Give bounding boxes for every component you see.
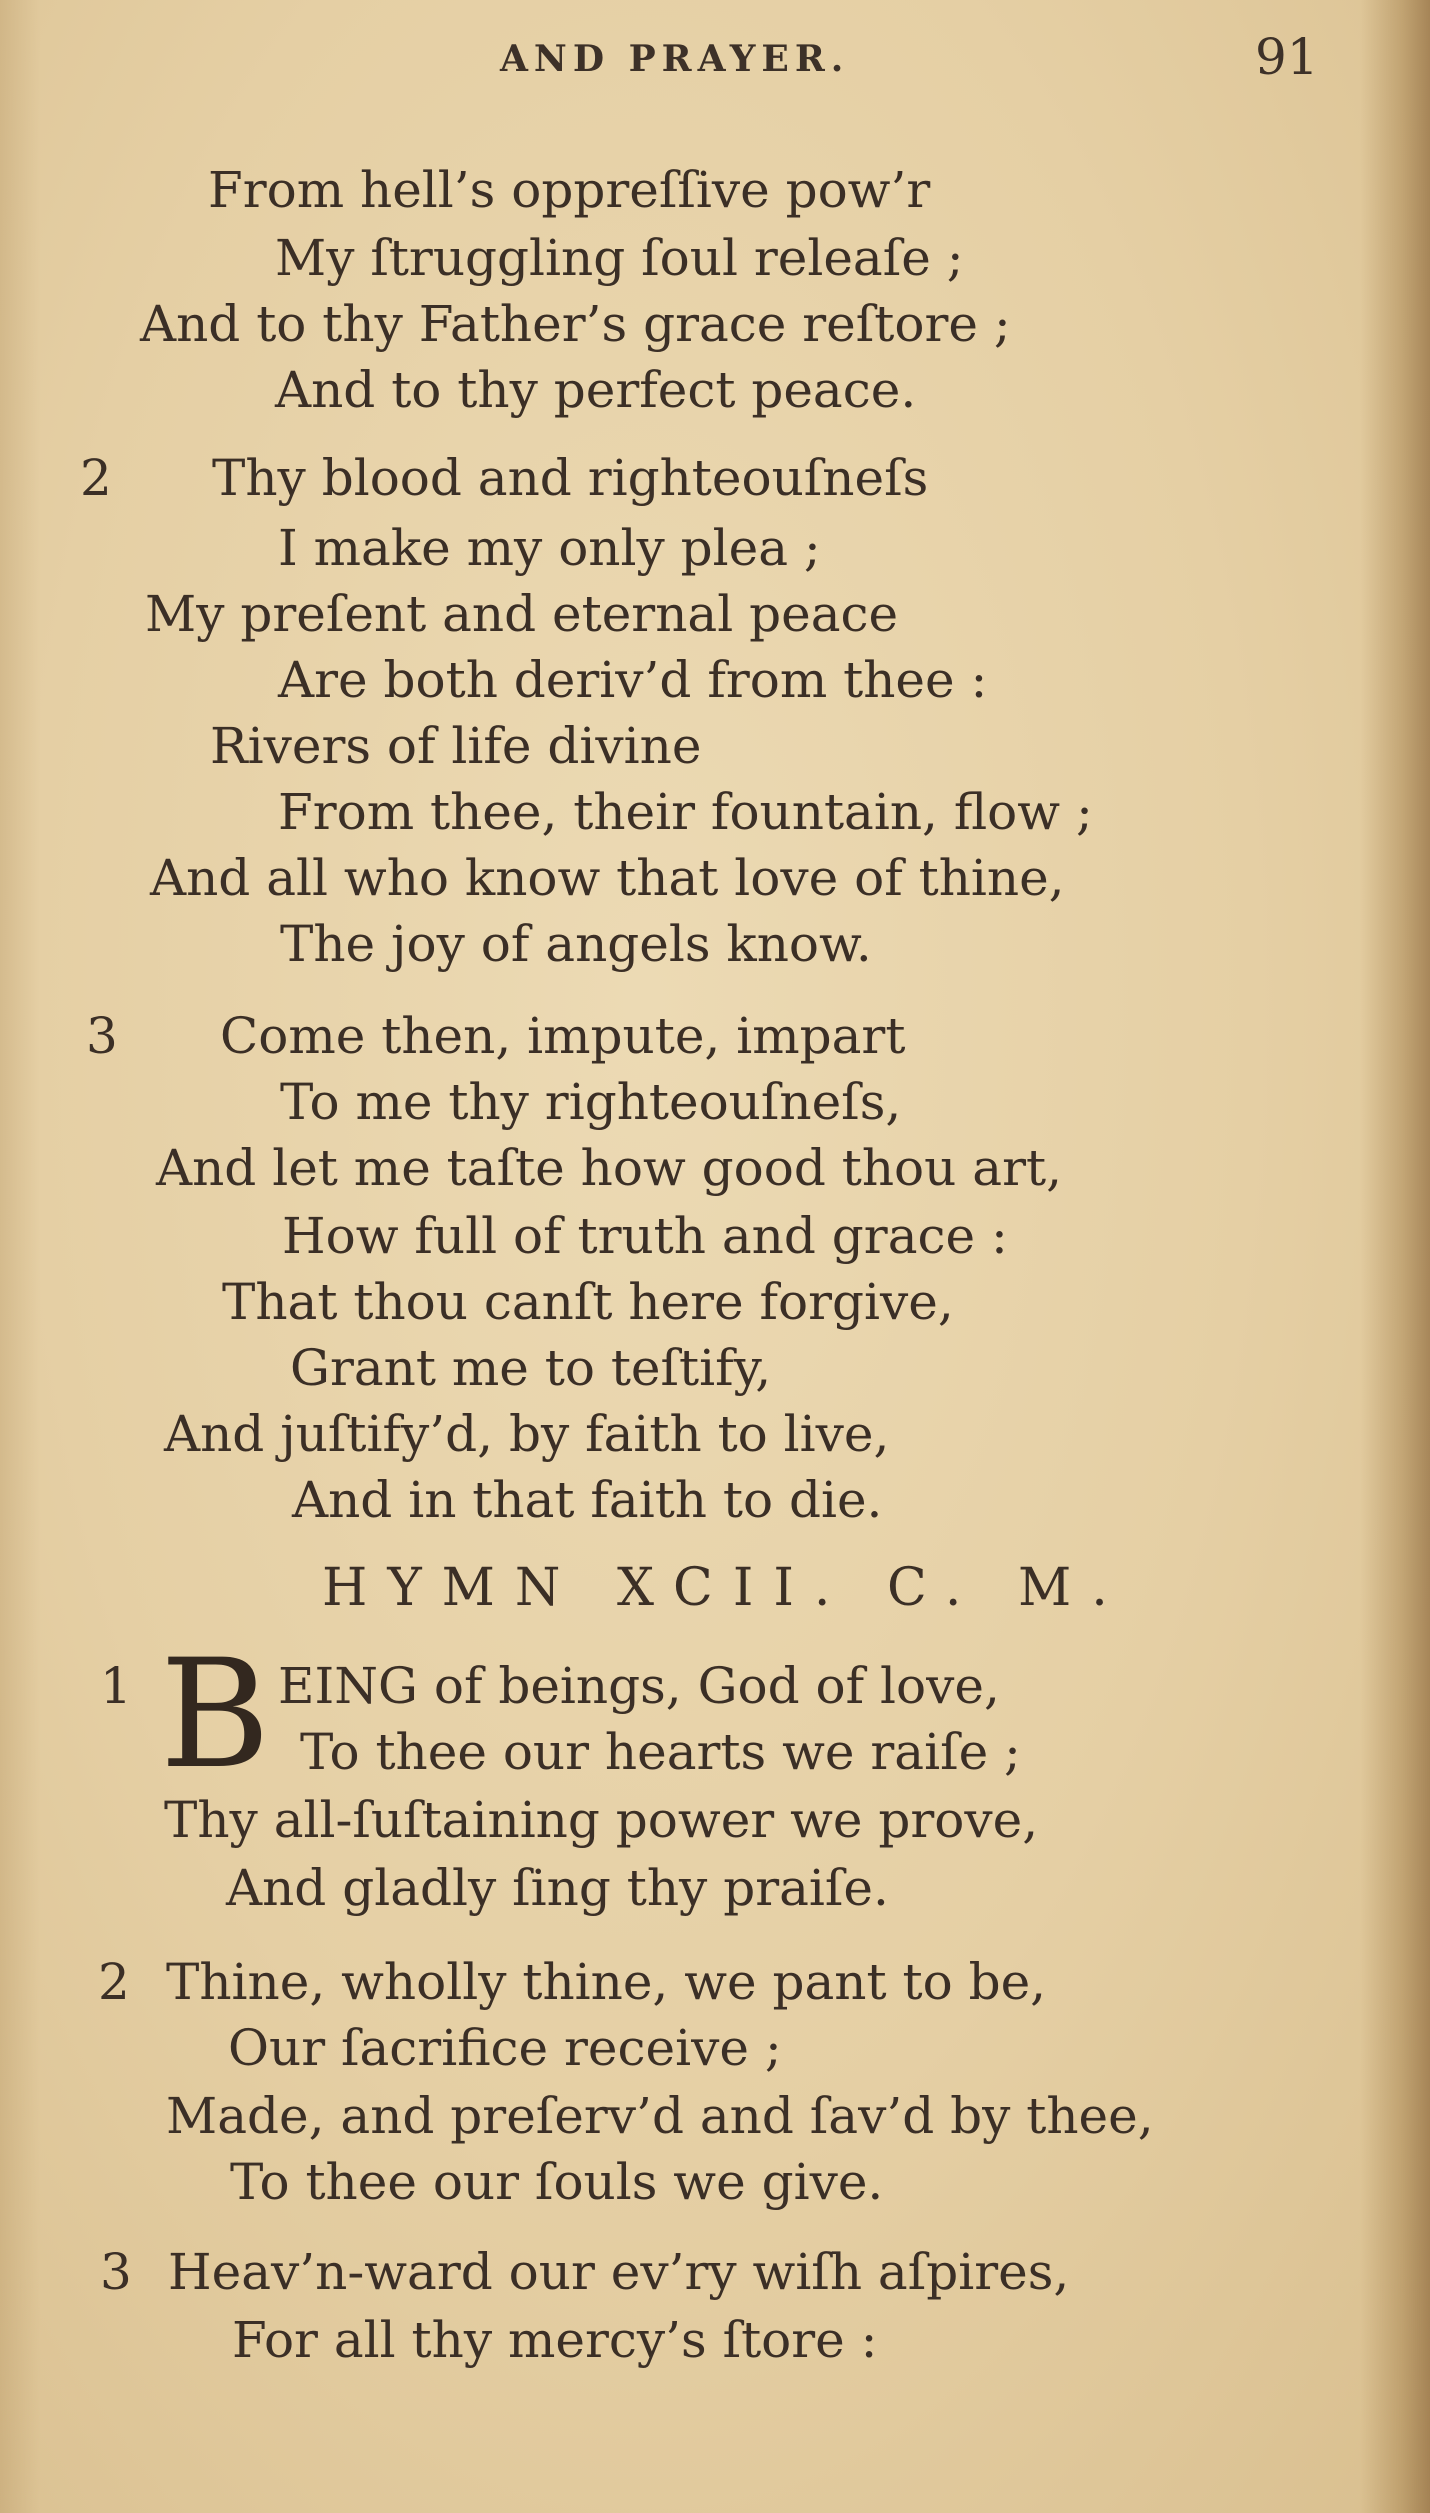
verse-line: Our ſacrifice receive ; <box>228 2019 782 2077</box>
verse-line: And let me taſte how good thou art, <box>156 1139 1062 1197</box>
verse-line: And to thy Father’s grace reſtore ; <box>140 295 1011 353</box>
stanza-number: 1 <box>100 1657 132 1715</box>
verse-line: Are both deriv’d from thee : <box>278 651 988 709</box>
verse-line: Thy all-ſuſtaining power we prove, <box>164 1791 1039 1849</box>
stanza-number: 2 <box>98 1953 130 2011</box>
verse-line: I make my only plea ; <box>278 519 821 577</box>
page-number: 91 <box>1255 28 1319 86</box>
running-head: AND PRAYER. <box>500 38 850 80</box>
verse-line: To thee our hearts we raiſe ; <box>300 1723 1021 1781</box>
page-edge-shadow-right <box>1360 0 1430 2513</box>
verse-line: Grant me to teſtify, <box>290 1339 772 1397</box>
verse-line: And juſtify’d, by faith to live, <box>164 1405 890 1463</box>
stanza-number: 2 <box>80 449 112 507</box>
verse-line: Made, and preſerv’d and ſav’d by thee, <box>166 2087 1154 2145</box>
verse-line: Thy blood and righteouſneſs <box>212 449 929 507</box>
verse-line: To me thy righteouſneſs, <box>280 1073 902 1131</box>
verse-line: And in that faith to die. <box>292 1471 883 1529</box>
hymn-title: HYMN XCII. C. M. <box>322 1558 1128 1618</box>
verse-line: How full of truth and grace : <box>282 1207 1008 1265</box>
verse-line: My ſtruggling ſoul releaſe ; <box>275 229 964 287</box>
verse-line: From hell’s oppreſſive pow’r <box>208 161 931 219</box>
verse-line: Rivers of life divine <box>210 717 702 775</box>
verse-line: The joy of angels know. <box>280 915 872 973</box>
verse-line: EING of beings, God of love, <box>278 1657 1000 1715</box>
verse-line: Heav’n-ward our ev’ry wiſh aſpires, <box>168 2243 1070 2301</box>
verse-line: That thou canſt here forgive, <box>222 1273 954 1331</box>
verse-line: My preſent and eternal peace <box>145 585 899 643</box>
verse-line: Thine, wholly thine, we pant to be, <box>166 1953 1047 2011</box>
verse-line: And all who know that love of thine, <box>150 849 1065 907</box>
verse-line: And gladly ſing thy praiſe. <box>226 1859 889 1917</box>
verse-line: From thee, their fountain, flow ; <box>278 783 1093 841</box>
verse-line: For all thy mercy’s ſtore : <box>232 2311 878 2369</box>
verse-line: And to thy perfect peace. <box>275 361 917 419</box>
verse-line: Come then, impute, impart <box>220 1007 906 1065</box>
page-edge-shadow-left <box>0 0 40 2513</box>
stanza-number: 3 <box>86 1007 118 1065</box>
stanza-number: 3 <box>100 2243 132 2301</box>
verse-line: To thee our ſouls we give. <box>230 2153 884 2211</box>
dropcap-letter: B <box>160 1628 271 1802</box>
